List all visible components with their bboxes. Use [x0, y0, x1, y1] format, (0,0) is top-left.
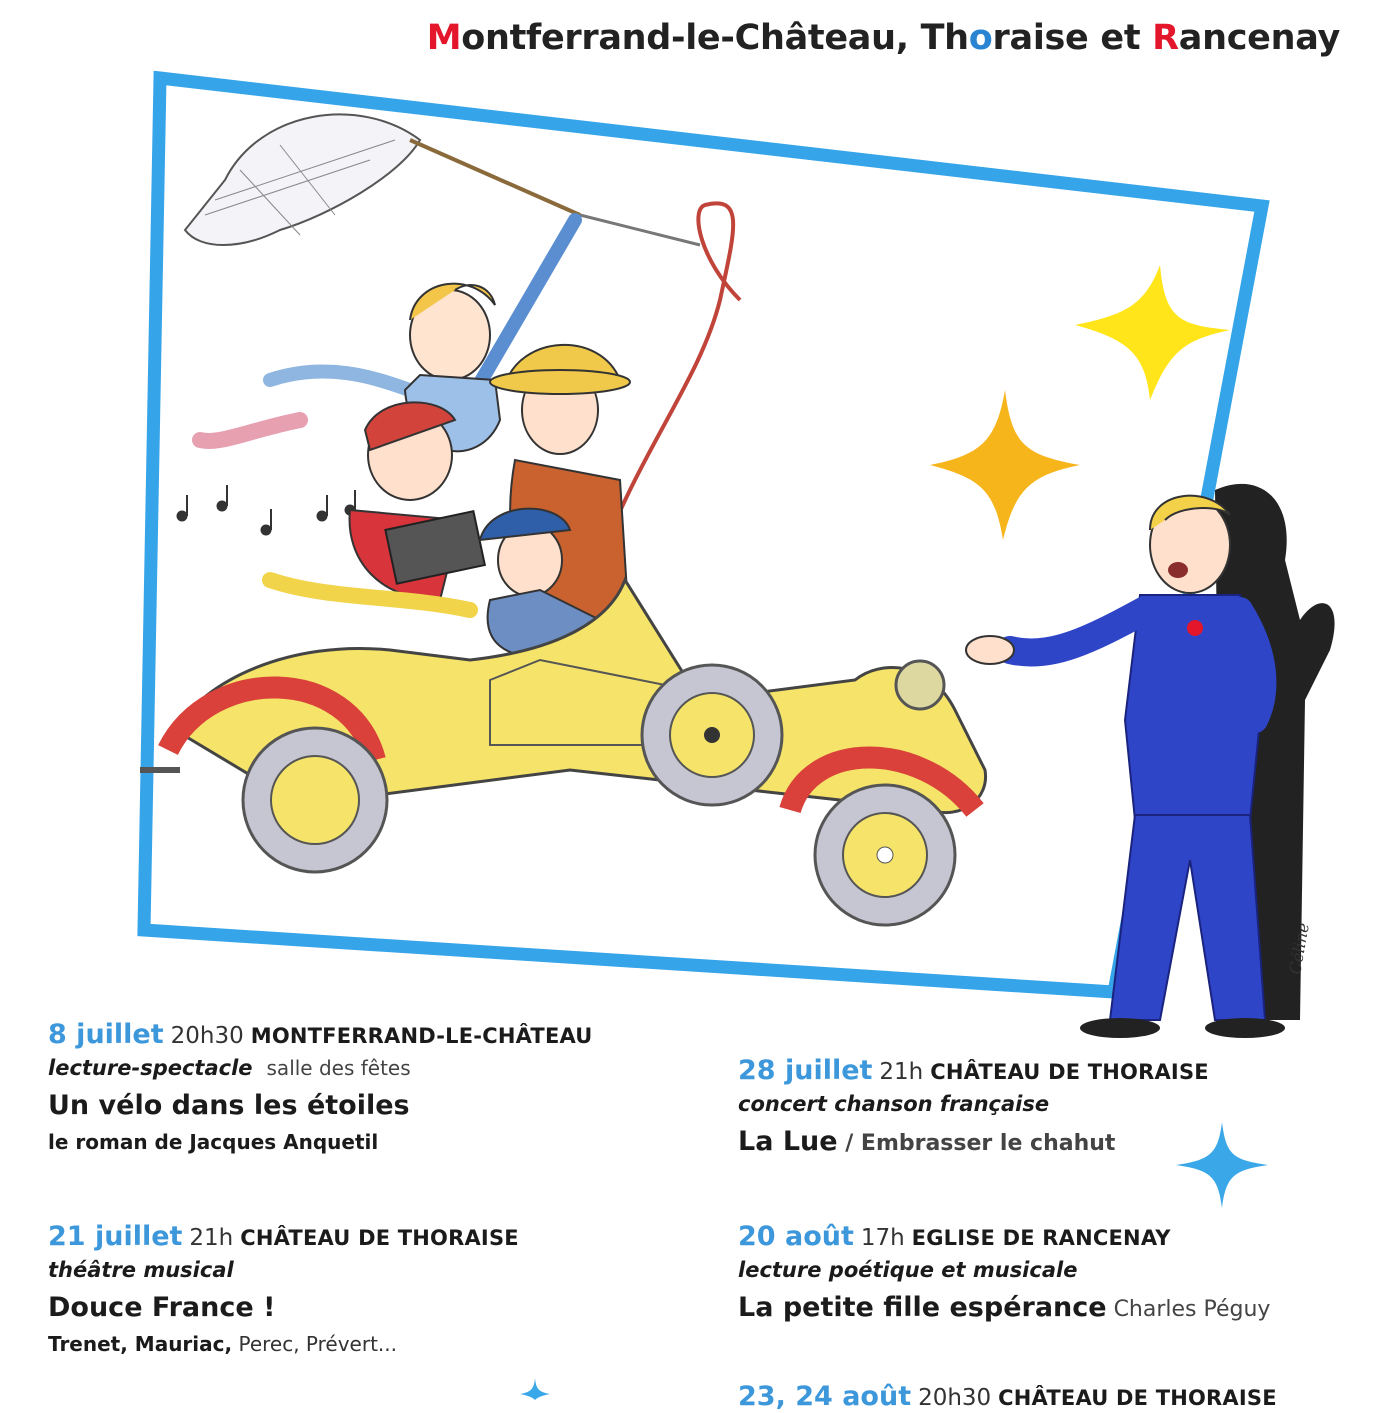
event-venue: CHÂTEAU DE THORAISE	[998, 1386, 1277, 1410]
event-2	[48, 1222, 519, 1357]
title-initial-m: M	[426, 18, 462, 58]
event-1	[48, 1020, 593, 1155]
event-genre: concert chanson française	[738, 1092, 1050, 1116]
event-subtitle	[48, 1331, 519, 1357]
title-initial-o: o	[968, 18, 993, 58]
event-5	[738, 1382, 1277, 1413]
event-time: 20h30	[918, 1385, 992, 1411]
event-genre: lecture-spectacle	[48, 1056, 253, 1080]
event-venue: CHÂTEAU DE THORAISE	[930, 1060, 1209, 1084]
event-venue: EGLISE DE RANCENAY	[911, 1226, 1171, 1250]
event-time: 21h	[189, 1225, 234, 1251]
event-location: salle des fêtes	[266, 1056, 411, 1080]
title-segment: ancenay	[1178, 18, 1340, 58]
event-title-extra: / Embrasser le chahut	[837, 1131, 1116, 1156]
event-subtitle: le roman de Jacques Anquetil	[48, 1130, 379, 1154]
event-title: La petite fille espérance	[738, 1292, 1107, 1323]
event-date: 20 août	[738, 1221, 854, 1252]
event-title: Douce France !	[48, 1292, 276, 1323]
event-time: 21h	[879, 1059, 924, 1085]
event-genre: lecture poétique et musicale	[738, 1258, 1078, 1282]
title-segment: raise et	[992, 18, 1153, 58]
event-subtitle-light: Perec, Prévert...	[232, 1332, 397, 1356]
event-date: 21 juillet	[48, 1221, 183, 1252]
event-title-extra: Charles Péguy	[1106, 1297, 1271, 1322]
event-date: 28 juillet	[738, 1055, 873, 1086]
event-time: 17h	[860, 1225, 905, 1251]
event-title: Un vélo dans les étoiles	[48, 1090, 410, 1121]
partial-star-icon	[520, 1378, 550, 1400]
event-subtitle-bold: Trenet, Mauriac,	[48, 1332, 233, 1356]
event-date: 23, 24 août	[738, 1381, 912, 1412]
event-venue: CHÂTEAU DE THORAISE	[240, 1226, 519, 1250]
title-segment: ontferrand-le-Château, Th	[461, 18, 969, 58]
event-title: La Lue	[738, 1126, 838, 1157]
event-3	[738, 1056, 1209, 1161]
event-date: 8 juillet	[48, 1019, 164, 1050]
title-initial-r: R	[1152, 18, 1179, 58]
event-time: 20h30	[170, 1023, 244, 1049]
event-venue: MONTFERRAND-LE-CHÂTEAU	[250, 1024, 593, 1048]
event-genre: théâtre musical	[48, 1258, 234, 1282]
event-4	[738, 1222, 1270, 1327]
artist-signature: Céline	[1285, 921, 1313, 976]
